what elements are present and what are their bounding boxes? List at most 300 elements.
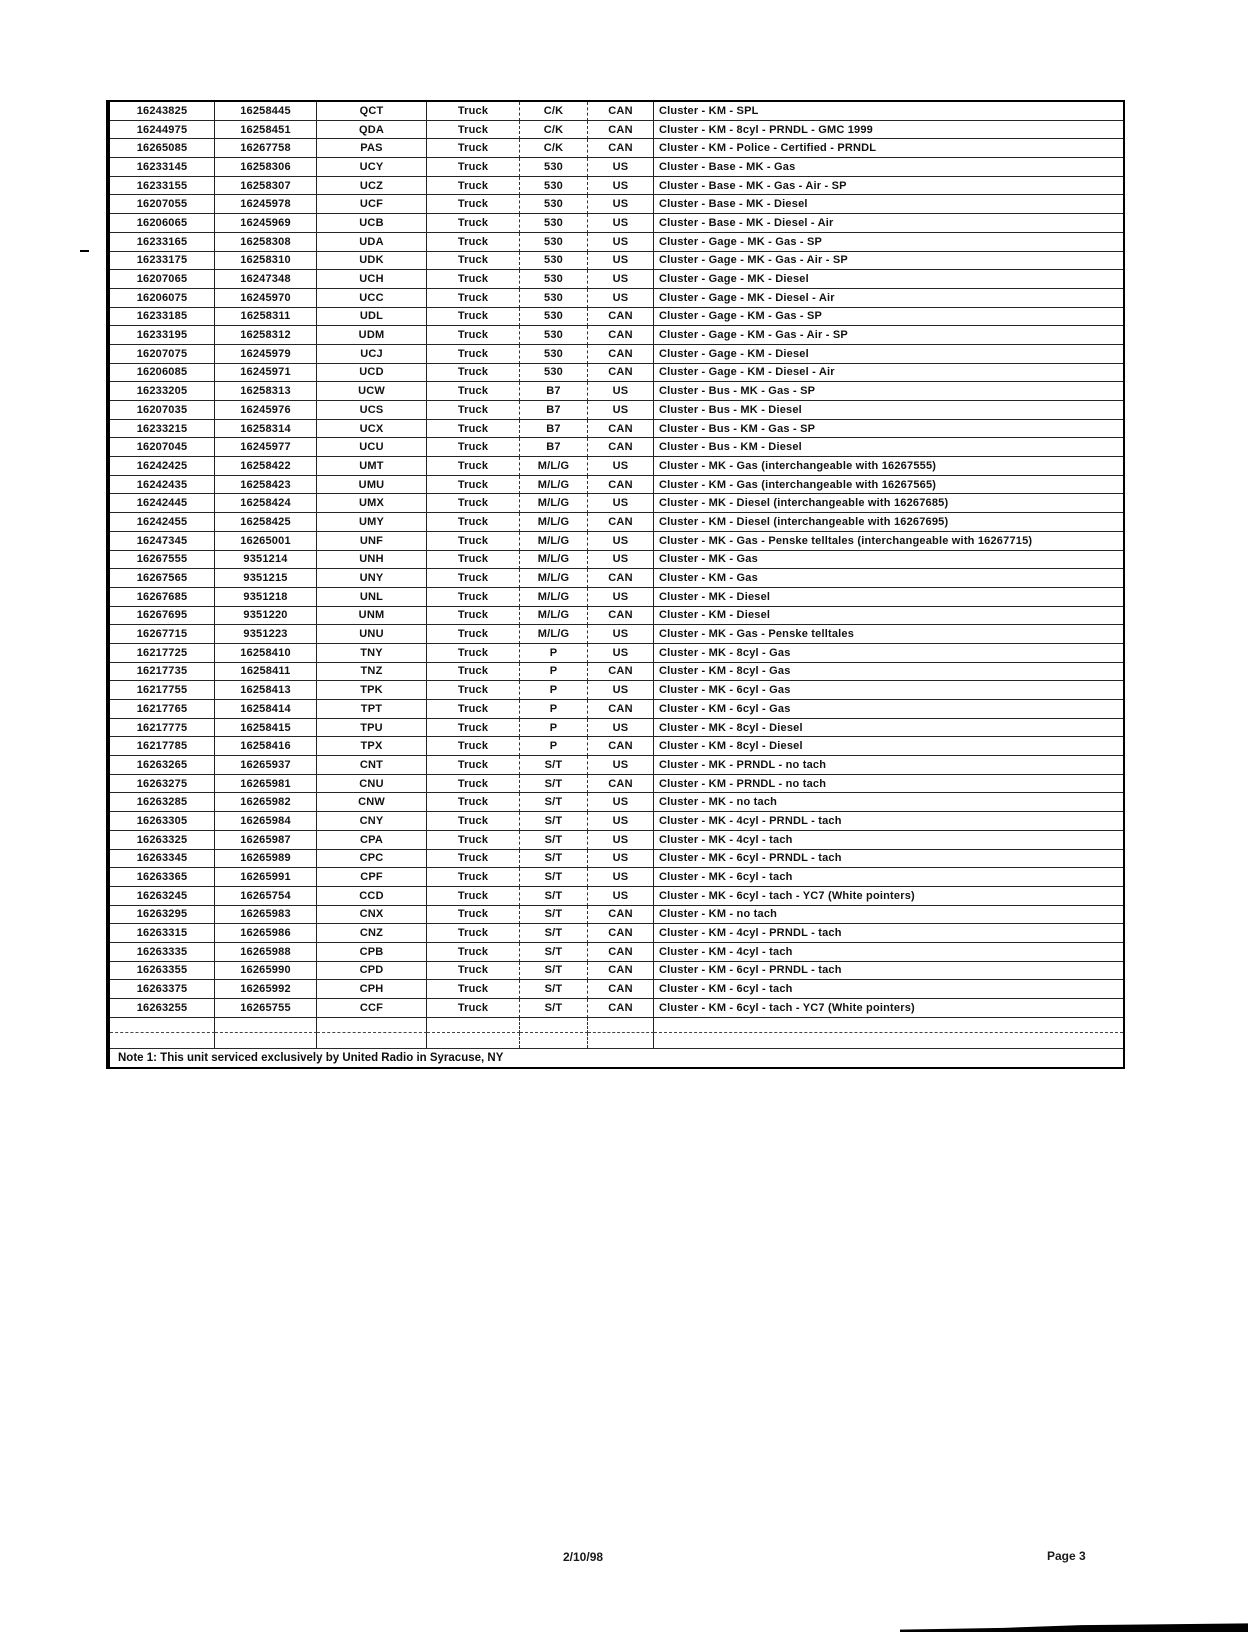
service-part-number: 16265989 [215,850,317,869]
code: CNT [317,756,427,775]
service-part-number: 16265990 [215,962,317,981]
platform: S/T [520,980,588,999]
region: CAN [588,962,654,981]
table-row [110,195,1123,214]
service-part-number: 16245976 [215,401,317,420]
platform: 530 [520,158,588,177]
service-part-number: 16258422 [215,457,317,476]
service-part-number: 16265988 [215,943,317,962]
service-part-number: 9351214 [215,551,317,570]
table-row [110,812,1123,831]
parts-table-rows [110,102,1123,1018]
vehicle-type: Truck [427,102,520,121]
service-part-number: 9351215 [215,569,317,588]
vehicle-type: Truck [427,494,520,513]
code: CPF [317,868,427,887]
part-number: 16217735 [110,663,215,682]
code: UMX [317,494,427,513]
table-row [110,233,1123,252]
service-part-number: 16247348 [215,270,317,289]
table-row [110,289,1123,308]
table-row [110,924,1123,943]
part-number: 16206075 [110,289,215,308]
part-number: 16217765 [110,700,215,719]
platform: S/T [520,924,588,943]
code: UDM [317,326,427,345]
vehicle-type: Truck [427,177,520,196]
service-part-number: 16265001 [215,532,317,551]
parts-table [106,100,1125,1069]
region: US [588,551,654,570]
code: UCU [317,438,427,457]
platform: M/L/G [520,532,588,551]
platform: M/L/G [520,494,588,513]
vehicle-type: Truck [427,345,520,364]
region: CAN [588,775,654,794]
code: CCF [317,999,427,1018]
region: US [588,252,654,271]
service-part-number: 16258312 [215,326,317,345]
vehicle-type: Truck [427,252,520,271]
description: Cluster - Gage - KM - Diesel [654,345,1123,364]
service-part-number: 16245969 [215,214,317,233]
code: UDA [317,233,427,252]
platform: S/T [520,962,588,981]
part-number: 16263345 [110,850,215,869]
part-number: 16263255 [110,999,215,1018]
part-number: 16207045 [110,438,215,457]
table-row [110,252,1123,271]
platform: P [520,700,588,719]
region: US [588,887,654,906]
table-row [110,438,1123,457]
code: UCF [317,195,427,214]
service-part-number: 9351220 [215,607,317,626]
vehicle-type: Truck [427,831,520,850]
code: UCX [317,420,427,439]
vehicle-type: Truck [427,775,520,794]
platform: M/L/G [520,607,588,626]
service-part-number: 9351218 [215,588,317,607]
platform: S/T [520,943,588,962]
code: UCS [317,401,427,420]
service-part-number: 16258414 [215,700,317,719]
platform: 530 [520,289,588,308]
description: Cluster - KM - 8cyl - PRNDL - GMC 1999 [654,121,1123,140]
description: Cluster - MK - Gas - Penske telltales [654,625,1123,644]
part-number: 16217775 [110,719,215,738]
vehicle-type: Truck [427,887,520,906]
description: Cluster - MK - 6cyl - tach [654,868,1123,887]
vehicle-type: Truck [427,644,520,663]
region: US [588,195,654,214]
description: Cluster - MK - Gas (interchangeable with 16267555) [654,457,1123,476]
vehicle-type: Truck [427,195,520,214]
platform: S/T [520,868,588,887]
vehicle-type: Truck [427,308,520,327]
vehicle-type: Truck [427,551,520,570]
description: Cluster - MK - Gas [654,551,1123,570]
region: US [588,382,654,401]
region: CAN [588,906,654,925]
vehicle-type: Truck [427,214,520,233]
table-row [110,420,1123,439]
vehicle-type: Truck [427,476,520,495]
code: UNY [317,569,427,588]
part-number: 16217725 [110,644,215,663]
part-number: 16267685 [110,588,215,607]
code: CPA [317,831,427,850]
region: CAN [588,420,654,439]
code: TNZ [317,663,427,682]
platform: 530 [520,177,588,196]
platform: 530 [520,364,588,383]
description: Cluster - Base - MK - Gas [654,158,1123,177]
vehicle-type: Truck [427,999,520,1018]
part-number: 16263365 [110,868,215,887]
service-part-number: 16258310 [215,252,317,271]
code: UNM [317,607,427,626]
table-row [110,177,1123,196]
description: Cluster - KM - Gas (interchangeable with 16267565) [654,476,1123,495]
description: Cluster - Base - MK - Gas - Air - SP [654,177,1123,196]
platform: B7 [520,438,588,457]
code: TPK [317,681,427,700]
code: UCH [317,270,427,289]
vehicle-type: Truck [427,326,520,345]
region: US [588,831,654,850]
service-part-number: 16258451 [215,121,317,140]
table-row [110,270,1123,289]
description: Cluster - MK - Diesel [654,588,1123,607]
region: CAN [588,999,654,1018]
service-part-number: 16258411 [215,663,317,682]
table-row [110,756,1123,775]
platform: 530 [520,195,588,214]
platform: 530 [520,214,588,233]
region: CAN [588,924,654,943]
part-number: 16263285 [110,793,215,812]
table-row [110,644,1123,663]
table-row [110,569,1123,588]
service-part-number: 16265982 [215,793,317,812]
service-part-number: 16265984 [215,812,317,831]
part-number: 16263375 [110,980,215,999]
description: Cluster - Bus - MK - Diesel [654,401,1123,420]
region: US [588,494,654,513]
part-number: 16233155 [110,177,215,196]
service-part-number: 9351223 [215,625,317,644]
vehicle-type: Truck [427,700,520,719]
vehicle-type: Truck [427,233,520,252]
description: Cluster - KM - PRNDL - no tach [654,775,1123,794]
description: Cluster - Gage - MK - Gas - SP [654,233,1123,252]
part-number: 16233205 [110,382,215,401]
part-number: 16207075 [110,345,215,364]
vehicle-type: Truck [427,289,520,308]
platform: P [520,663,588,682]
service-part-number: 16258416 [215,737,317,756]
table-row [110,737,1123,756]
vehicle-type: Truck [427,719,520,738]
platform: S/T [520,756,588,775]
region: CAN [588,139,654,158]
table-row [110,326,1123,345]
table-row [110,831,1123,850]
platform: M/L/G [520,457,588,476]
code: UCD [317,364,427,383]
region: CAN [588,513,654,532]
scan-artifact-bar [900,1621,1248,1632]
code: UMY [317,513,427,532]
footnote-text: Note 1: This unit serviced exclusively by United Radio in Syracuse, NY [110,1048,1123,1067]
vehicle-type: Truck [427,625,520,644]
region: CAN [588,121,654,140]
part-number: 16265085 [110,139,215,158]
part-number: 16263275 [110,775,215,794]
region: US [588,812,654,831]
table-row [110,850,1123,869]
description: Cluster - MK - Gas - Penske telltales (interchangeable with 16267715) [654,532,1123,551]
platform: P [520,681,588,700]
vehicle-type: Truck [427,943,520,962]
table-row [110,102,1123,121]
description: Cluster - Bus - MK - Gas - SP [654,382,1123,401]
description: Cluster - KM - Police - Certified - PRNDL [654,139,1123,158]
region: CAN [588,102,654,121]
code: TPT [317,700,427,719]
vehicle-type: Truck [427,438,520,457]
vehicle-type: Truck [427,420,520,439]
part-number: 16242435 [110,476,215,495]
part-number: 16263265 [110,756,215,775]
part-number: 16243825 [110,102,215,121]
code: UCC [317,289,427,308]
table-row [110,943,1123,962]
code: CCD [317,887,427,906]
region: US [588,756,654,775]
service-part-number: 16245977 [215,438,317,457]
table-row [110,308,1123,327]
part-number: 16242445 [110,494,215,513]
footnote-row [110,1048,1123,1067]
part-number: 16233215 [110,420,215,439]
platform: M/L/G [520,476,588,495]
vehicle-type: Truck [427,588,520,607]
table-row [110,382,1123,401]
region: CAN [588,737,654,756]
platform: S/T [520,906,588,925]
description: Cluster - KM - 8cyl - Gas [654,663,1123,682]
footer-page-number: Page 3 [1047,1549,1086,1563]
platform: B7 [520,382,588,401]
description: Cluster - MK - 4cyl - PRNDL - tach [654,812,1123,831]
region: US [588,644,654,663]
description: Cluster - KM - 6cyl - PRNDL - tach [654,962,1123,981]
region: US [588,158,654,177]
service-part-number: 16258314 [215,420,317,439]
vehicle-type: Truck [427,457,520,476]
vehicle-type: Truck [427,532,520,551]
empty-row [110,1033,1123,1048]
code: UCJ [317,345,427,364]
part-number: 16233185 [110,308,215,327]
platform: M/L/G [520,569,588,588]
vehicle-type: Truck [427,850,520,869]
vehicle-type: Truck [427,270,520,289]
region: CAN [588,980,654,999]
part-number: 16217755 [110,681,215,700]
service-part-number: 16267758 [215,139,317,158]
table-row [110,906,1123,925]
table-row [110,139,1123,158]
code: UCB [317,214,427,233]
code: TPU [317,719,427,738]
part-number: 16247345 [110,532,215,551]
code: CNY [317,812,427,831]
vehicle-type: Truck [427,812,520,831]
region: US [588,270,654,289]
platform: 530 [520,270,588,289]
region: CAN [588,943,654,962]
table-row [110,775,1123,794]
part-number: 16242425 [110,457,215,476]
table-row [110,681,1123,700]
part-number: 16233165 [110,233,215,252]
platform: 530 [520,345,588,364]
service-part-number: 16258413 [215,681,317,700]
platform: S/T [520,793,588,812]
platform: S/T [520,831,588,850]
service-part-number: 16245970 [215,289,317,308]
code: TPX [317,737,427,756]
service-part-number: 16258415 [215,719,317,738]
description: Cluster - KM - no tach [654,906,1123,925]
service-part-number: 16265981 [215,775,317,794]
table-row [110,999,1123,1018]
description: Cluster - KM - 8cyl - Diesel [654,737,1123,756]
scan-artifact-dash [80,250,89,252]
platform: P [520,644,588,663]
region: US [588,625,654,644]
table-row [110,980,1123,999]
region: US [588,719,654,738]
region: CAN [588,326,654,345]
table-row [110,719,1123,738]
part-number: 16267695 [110,607,215,626]
region: US [588,289,654,308]
region: CAN [588,364,654,383]
platform: P [520,737,588,756]
description: Cluster - MK - no tach [654,793,1123,812]
service-part-number: 16258313 [215,382,317,401]
service-part-number: 16258307 [215,177,317,196]
description: Cluster - MK - 8cyl - Gas [654,644,1123,663]
table-row [110,345,1123,364]
part-number: 16263305 [110,812,215,831]
description: Cluster - MK - 6cyl - Gas [654,681,1123,700]
vehicle-type: Truck [427,756,520,775]
code: UCW [317,382,427,401]
region: CAN [588,700,654,719]
platform: S/T [520,850,588,869]
region: US [588,850,654,869]
description: Cluster - MK - PRNDL - no tach [654,756,1123,775]
vehicle-type: Truck [427,663,520,682]
service-part-number: 16265983 [215,906,317,925]
table-row [110,532,1123,551]
part-number: 16207035 [110,401,215,420]
service-part-number: 16265937 [215,756,317,775]
description: Cluster - MK - 4cyl - tach [654,831,1123,850]
service-part-number: 16258423 [215,476,317,495]
table-row [110,214,1123,233]
table-row [110,513,1123,532]
code: CPD [317,962,427,981]
region: CAN [588,345,654,364]
description: Cluster - Bus - KM - Diesel [654,438,1123,457]
code: UNH [317,551,427,570]
table-row [110,551,1123,570]
vehicle-type: Truck [427,980,520,999]
vehicle-type: Truck [427,737,520,756]
service-part-number: 16245978 [215,195,317,214]
region: US [588,588,654,607]
platform: 530 [520,252,588,271]
table-row [110,158,1123,177]
code: UNF [317,532,427,551]
service-part-number: 16258424 [215,494,317,513]
platform: 530 [520,233,588,252]
service-part-number: 16265986 [215,924,317,943]
code: UCZ [317,177,427,196]
part-number: 16206065 [110,214,215,233]
code: CNU [317,775,427,794]
part-number: 16263315 [110,924,215,943]
vehicle-type: Truck [427,158,520,177]
service-part-number: 16265991 [215,868,317,887]
table-row [110,121,1123,140]
vehicle-type: Truck [427,868,520,887]
service-part-number: 16258410 [215,644,317,663]
platform: S/T [520,775,588,794]
platform: M/L/G [520,513,588,532]
vehicle-type: Truck [427,382,520,401]
vehicle-type: Truck [427,139,520,158]
table-row [110,663,1123,682]
part-number: 16263335 [110,943,215,962]
description: Cluster - KM - Gas [654,569,1123,588]
service-part-number: 16258308 [215,233,317,252]
table-row [110,962,1123,981]
part-number: 16207065 [110,270,215,289]
region: CAN [588,607,654,626]
region: US [588,401,654,420]
region: US [588,177,654,196]
vehicle-type: Truck [427,962,520,981]
description: Cluster - MK - 8cyl - Diesel [654,719,1123,738]
description: Cluster - KM - 4cyl - tach [654,943,1123,962]
platform: C/K [520,121,588,140]
part-number: 16206085 [110,364,215,383]
empty-row [110,1018,1123,1033]
service-part-number: 16245979 [215,345,317,364]
part-number: 16263245 [110,887,215,906]
region: CAN [588,569,654,588]
region: US [588,793,654,812]
region: US [588,214,654,233]
table-row [110,457,1123,476]
